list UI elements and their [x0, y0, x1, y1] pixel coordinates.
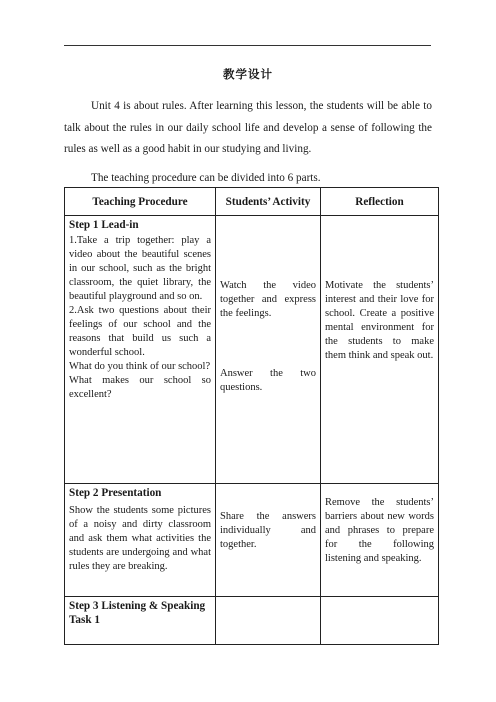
procedure-cell [65, 597, 216, 645]
procedure-item: 2.Ask two questions about their feelings of our school and the reasons that build us such a wonderful school. [69, 305, 211, 358]
activity-cell [216, 597, 321, 645]
header-reflection: Reflection [321, 188, 439, 216]
step-title: Step 1 Lead-in [69, 219, 139, 231]
reflection-text: Motivate the students’ interest and their love for school. Create a positive mental environment for the students to make them think and speak out. [325, 280, 434, 361]
intro-paragraph: Unit 4 is about rules. After learning this lesson, the students will be able to talk about the rules in our daily school life and develop a sense of following the rules as well as a good habit in our studying and living. [64, 100, 432, 155]
step-title: Step 3 Listening & Speaking Task 1 [69, 600, 206, 626]
procedure-item: What makes our school so excellent? [69, 375, 211, 400]
page-title: 教学设计 [223, 67, 273, 81]
table-row-step1 [65, 216, 439, 484]
procedure-cell [65, 484, 216, 597]
procedure-item: 1.Take a trip together: play a video about the beautiful scenes in our school, such as the bright classroom, the quiet library, the beautiful playground and so on. [69, 235, 211, 302]
procedure-cell [65, 216, 216, 484]
activity-cell [216, 216, 321, 484]
table-row-step3 [65, 597, 439, 645]
procedure-item: Show the students some pictures of a noisy and dirty classroom and ask them what activities the students are undergoing and what rules they are breaking. [69, 505, 211, 572]
reflection-cell [321, 484, 439, 597]
reflection-cell [321, 216, 439, 484]
teaching-procedure-table [64, 187, 439, 645]
reflection-cell [321, 597, 439, 645]
procedure-item: What do you think of our school? [69, 361, 211, 372]
activity-item: Share the answers individually and together. [220, 511, 316, 550]
activity-item: Answer the two questions. [220, 368, 316, 393]
table-row-step2 [65, 484, 439, 597]
reflection-text: Remove the students’ barriers about new words and phrases to prepare for the following listening and speaking. [325, 497, 434, 564]
step-title: Step 2 Presentation [69, 487, 162, 499]
procedure-intro: The teaching procedure can be divided into 6 parts. [91, 172, 321, 184]
header-rule [64, 45, 431, 46]
header-students-activity: Students’ Activity [216, 188, 321, 216]
header-teaching-procedure: Teaching Procedure [65, 188, 216, 216]
activity-cell [216, 484, 321, 597]
table-header-row [65, 188, 439, 216]
activity-item: Watch the video together and express the feelings. [220, 280, 316, 319]
